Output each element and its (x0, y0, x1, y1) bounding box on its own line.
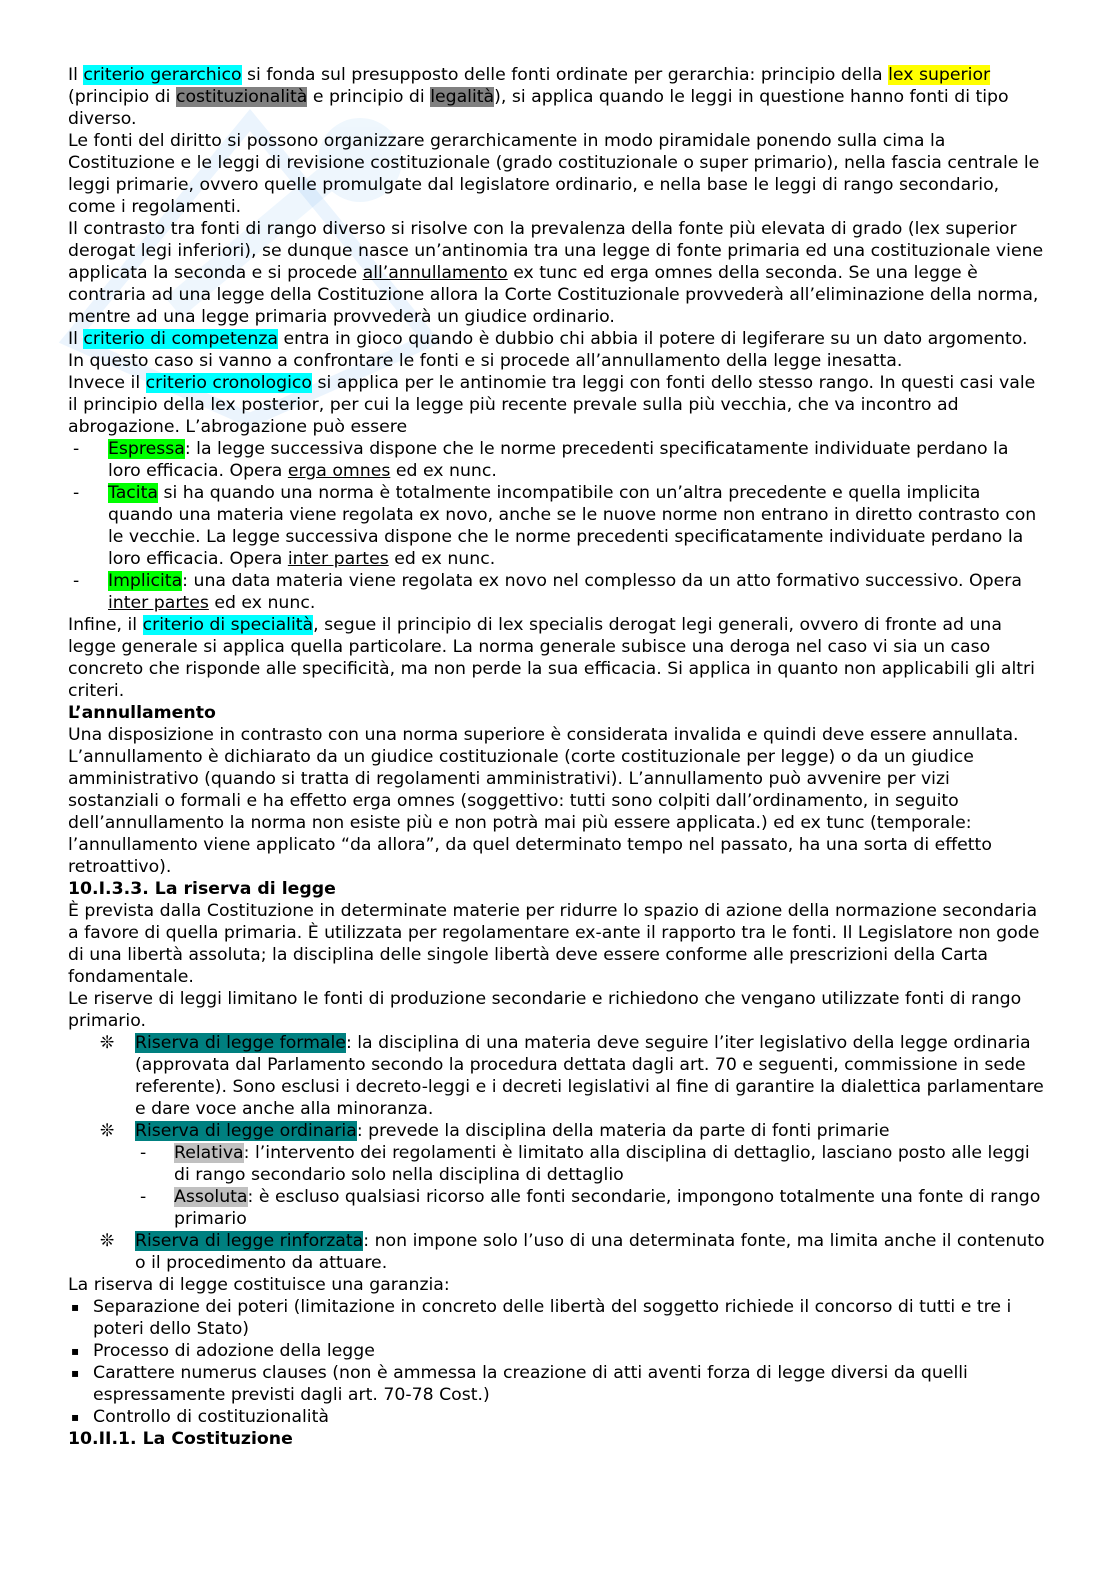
highlight-riserva-rinforzata: Riserva di legge rinforzata (135, 1231, 364, 1251)
list-item: ▪ Carattere numerus clauses (non è ammessa la creazione di atti aventi forza di legge diversi da quelli espressamente previsti dagli art. 70-78 Cost.) (71, 1363, 968, 1405)
heading-annullamento: L’annullamento (68, 703, 216, 723)
paragraph-criterio-specialita: Infine, il criterio di specialità, segue il principio di lex specialis derogat legi generali, ovvero di fronte ad una legge generale si applica quella particolare. La norma generale subisce una deroga nel caso vi sia un caso concreto che risponde alle specificità, ma non perde la sua efficacia. Si applica in quanto non applicabili gli altri criteri. (68, 615, 1035, 701)
asterisk-bullet-icon: ❊ (100, 1121, 115, 1141)
list-item-tacita: - Tacita si ha quando una norma è totalmente incompatibile con un’altra precedente e quella implicita quando una materia viene regolata ex novo, anche se le nuove norme non entrano in diretto contrasto con le vecchie. La legge successiva dispone che le norme precedenti specificatamente individuate perdano la loro efficacia. Opera inter partes ed ex nunc. (73, 483, 1037, 569)
dash-bullet: - (73, 439, 80, 459)
list-item-riserva-ordinaria: ❊ Riserva di legge ordinaria: prevede la disciplina della materia da parte di fonti primarie - Relativa: l’intervento dei regolamenti è limitato alla disciplina di dettaglio, lasciano posto alle leggi di rango secondario solo nella disciplina di dettaglio - Assoluta: è escluso qualsiasi ricorso alle fonti secondarie, impongono totalmente una fonte di rango primario (68, 1120, 1046, 1230)
paragraph-criterio-competenza: Il criterio di competenza entra in gioco quando è dubbio chi abbia il potere di legiferare su un dato argomento. In questo caso si vanno a confrontare le fonti e si procede all’annullamento della legge inesatta. (68, 329, 1028, 371)
list-item-implicita: - Implicita: una data materia viene regolata ex novo nel complesso da un atto formativo successivo. Opera inter partes ed ex nunc. (73, 571, 1022, 613)
paragraph-criterio-cronologico: Invece il criterio cronologico si applica per le antinomie tra leggi con fonti dello stesso rango. In questi casi vale il principio della lex posterior, per cui la legge più recente prevale sulla più vecchia, che va incontro ad abrogazione. L’abrogazione può essere (68, 373, 1036, 437)
underlined-annullamento: all’annullamento (362, 263, 508, 283)
riserve-list (68, 1032, 1046, 1274)
heading-riserva-di-legge: 10.I.3.3. La riserva di legge (68, 879, 336, 899)
document-page (68, 64, 1046, 1450)
list-item-riserva-formale: ❊ Riserva di legge formale: la disciplina di una materia deve seguire l’iter legislativo della legge ordinaria (approvata dal Parlamento secondo la procedura dettata dagli art. 70 e seguenti, commissione in sede referente). Sono esclusi i decreto-leggi e i decreti legislativi al fine di garantire la dialettica parlamentare e dare voce anche alla minoranza. (100, 1033, 1044, 1119)
highlight-riserva-ordinaria: Riserva di legge ordinaria (135, 1121, 357, 1141)
list-item: ▪ Separazione dei poteri (limitazione in concreto delle libertà del soggetto richiede il concorso di tutti e tre i poteri dello Stato) (71, 1297, 1012, 1339)
paragraph-criterio-gerarchico: Il criterio gerarchico si fonda sul presupposto delle fonti ordinate per gerarchia: principio della lex superior (principio di costituzionalità e principio di legalità), si applica quando le leggi in questione hanno fonti di tipo diverso. (68, 65, 1009, 129)
heading-la-costituzione: 10.II.1. La Costituzione (68, 1429, 293, 1449)
highlight-riserva-formale: Riserva di legge formale (135, 1033, 346, 1053)
highlight-criterio-specialita: criterio di specialità (142, 615, 314, 635)
highlight-lex-superior: lex superior (888, 65, 991, 85)
dash-bullet: - (73, 483, 80, 503)
highlight-criterio-gerarchico: criterio gerarchico (83, 65, 242, 85)
paragraph-contrasto-fonti: Il contrasto tra fonti di rango diverso si risolve con la prevalenza della fonte più elevata di grado (lex superior derogat legi inferiori), se dunque nasce un’antinomia tra una legge di fonte primaria ed una costituzionale viene applicata la seconda e si procede all’annullamento ex tunc ed erga omnes della seconda. Se una legge è contraria ad una legge della Costituzione allora la Corte Costituzionale provvederà all’eliminazione della norma, mentre ad una legge primaria provvederà un giudice ordinario. (68, 219, 1044, 327)
highlight-criterio-competenza: criterio di competenza (83, 329, 278, 349)
highlight-costituzionalita: costituzionalità (175, 87, 308, 107)
square-bullet-icon: ▪ (71, 1366, 80, 1380)
dash-bullet: - (73, 571, 80, 591)
abrogazione-list (68, 438, 1046, 614)
list-item: ▪ Controllo di costituzionalità (71, 1407, 329, 1427)
asterisk-bullet-icon: ❊ (100, 1231, 115, 1251)
paragraph-garanzia: La riserva di legge costituisce una garanzia: (68, 1275, 450, 1295)
highlight-legalita: legalità (430, 87, 495, 107)
highlight-tacita: Tacita (108, 483, 158, 503)
square-bullet-icon: ▪ (71, 1300, 80, 1314)
highlight-implicita: Implicita (108, 571, 183, 591)
paragraph-riserve-limitano: Le riserve di leggi limitano le fonti di produzione secondarie e richiedono che vengano utilizzate fonti di rango primario. (68, 989, 1022, 1031)
list-item-riserva-rinforzata: ❊ Riserva di legge rinforzata: non impone solo l’uso di una determinata fonte, ma limita anche il contenuto o il procedimento da attuare. (100, 1231, 1045, 1273)
list-item-assoluta: - Assoluta: è escluso qualsiasi ricorso alle fonti secondarie, impongono totalmente una fonte di rango primario (140, 1187, 1041, 1229)
list-item-espressa: - Espressa: la legge successiva dispone che le norme precedenti specificatamente individuate perdano la loro efficacia. Opera erga omnes ed ex nunc. (73, 439, 1009, 481)
list-item-relativa: - Relativa: l’intervento dei regolamenti è limitato alla disciplina di dettaglio, lasciano posto alle leggi di rango secondario solo nella disciplina di dettaglio (140, 1143, 1030, 1185)
square-bullet-icon: ▪ (71, 1410, 80, 1424)
paragraph-annullamento: Una disposizione in contrasto con una norma superiore è considerata invalida e quindi deve essere annullata. L’annullamento è dichiarato da un giudice costituzionale (corte costituzionale per legge) o da un giudice amministrativo (quando si tratta di regolamenti amministrativi). L’annullamento può avvenire per vizi sostanziali o formali e ha effetto erga omnes (soggettivo: tutti sono colpiti dall’ordinamento, in seguito dell’annullamento la norma non esiste più e non potrà mai più essere applicata.) ed ex tunc (temporale: l’annullamento viene applicato “da allora”, da quel determinato tempo nel passato, ha una sorta di effetto retroattivo). (68, 725, 1019, 877)
highlight-relativa: Relativa (174, 1143, 244, 1163)
paragraph-riserva-intro: È prevista dalla Costituzione in determinate materie per ridurre lo spazio di azione della normazione secondaria a favore di quella primaria. È utilizzata per regolamentare ex-ante il rapporto tra le fonti. Il Legislatore non gode di una libertà assoluta; la disciplina delle singole libertà deve essere conforme alle prescrizioni della Carta fondamentale. (68, 901, 1040, 987)
highlight-criterio-cronologico: criterio cronologico (145, 373, 312, 393)
list-item: ▪ Processo di adozione della legge (71, 1341, 375, 1361)
dash-bullet: - (140, 1143, 147, 1163)
highlight-espressa: Espressa (108, 439, 185, 459)
paragraph-fonti-piramide: Le fonti del diritto si possono organizzare gerarchicamente in modo piramidale ponendo sulla cima la Costituzione e le leggi di revisione costituzionale (grado costituzionale o super primario), nella fascia centrale le leggi primarie, ovvero quelle promulgate dal legislatore ordinario, e nella base le leggi di rango secondario, come i regolamenti. (68, 131, 1040, 217)
dash-bullet: - (140, 1187, 147, 1207)
asterisk-bullet-icon: ❊ (100, 1033, 115, 1053)
highlight-assoluta: Assoluta (174, 1187, 248, 1207)
square-bullet-icon: ▪ (71, 1344, 80, 1358)
garanzie-list (68, 1296, 1046, 1428)
riserva-ordinaria-sublist (135, 1142, 1046, 1230)
